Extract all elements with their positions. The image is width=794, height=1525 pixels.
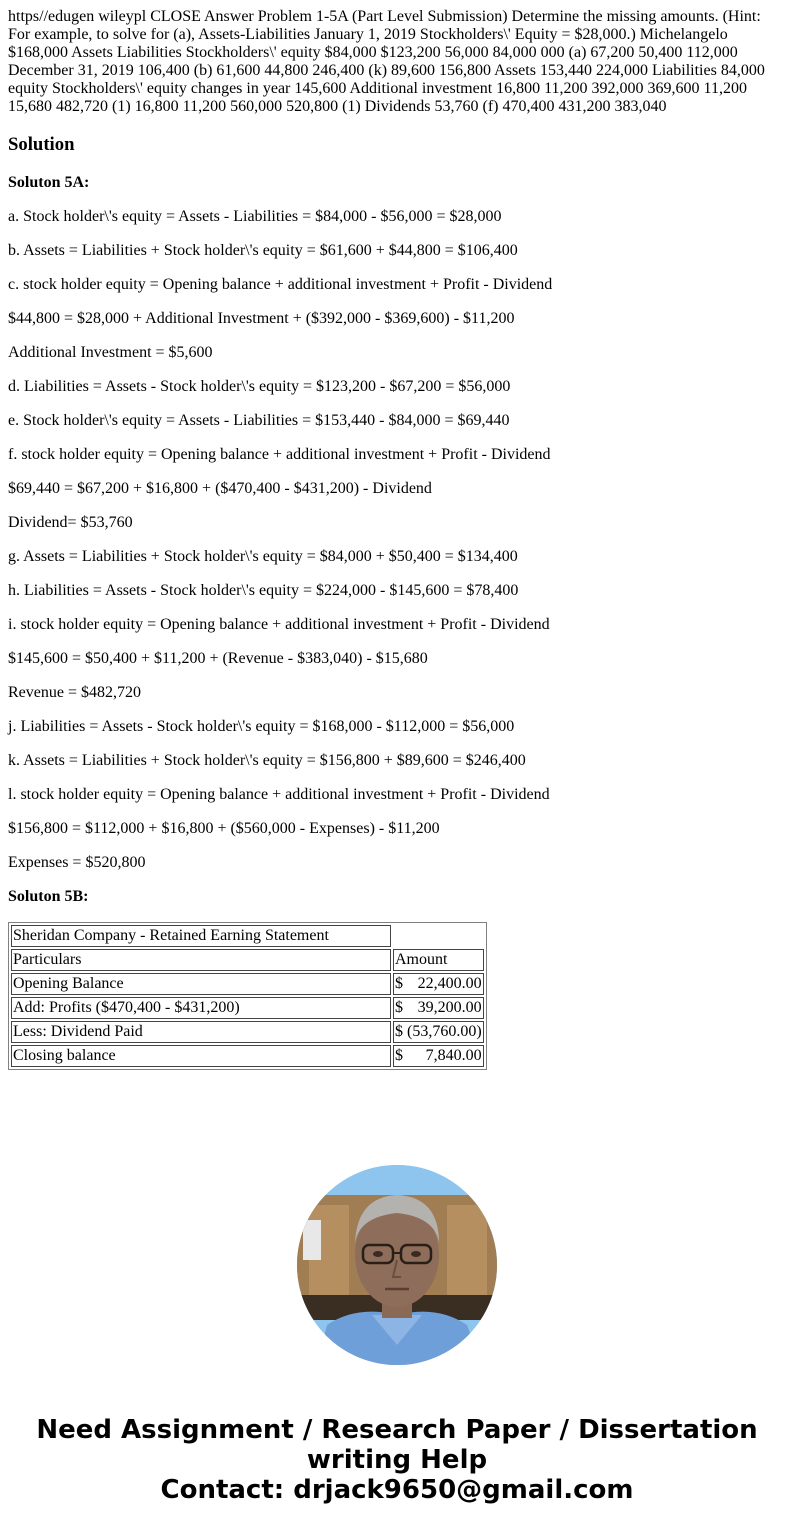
retained-earnings-table bbox=[8, 922, 487, 1070]
solution-line: a. Stock holder\'s equity = Assets - Liabilities = $84,000 - $56,000 = $28,000 bbox=[8, 208, 502, 225]
row-label: Less: Dividend Paid bbox=[11, 1021, 391, 1043]
solution-line: $145,600 = $50,400 + $11,200 + (Revenue - $383,040) - $15,680 bbox=[8, 650, 428, 667]
amount-value: (53,760.00) bbox=[407, 1023, 482, 1040]
table-title-row bbox=[11, 925, 484, 947]
question-text: https//edugen wileypl CLOSE Answer Problem 1-5A (Part Level Submission) Determine the missing amounts. (Hint: For example, to solve for (a), Assets-Liabilities January 1, 2019 Stockholders\' Equity = $28,000.) Michelangelo $168,000 Assets Liabilities Stockholders\' equity $84,000 $123,200 56,000 84,000 000 (a) 67,200 50,400 112,000 December 31, 2019 106,400 (b) 61,600 44,800 246,400 (k) 89,600 156,800 Assets 153,440 224,000 Liabilities 84,000 equity Stockholders\' equity changes in year 145,600 Additional investment 16,800 11,200 392,000 369,600 11,200 15,680 482,720 (1) 16,800 11,200 560,000 520,800 (1) Dividends 53,760 (f) 470,400 431,200 383,040 bbox=[8, 8, 765, 115]
contact-banner bbox=[0, 1415, 794, 1525]
solution-line: Expenses = $520,800 bbox=[8, 854, 146, 871]
row-label: Add: Profits ($470,400 - $431,200) bbox=[11, 997, 391, 1019]
table-title: Sheridan Company - Retained Earning Statement bbox=[11, 925, 391, 947]
currency-symbol: $ bbox=[395, 975, 403, 992]
table-row bbox=[11, 1021, 484, 1043]
banner-line-2: writing Help bbox=[306, 1445, 488, 1475]
amount-value: 7,840.00 bbox=[425, 1047, 482, 1064]
banner-contact-email: Contact: drjack9650@gmail.com bbox=[160, 1475, 634, 1505]
row-amount bbox=[393, 997, 484, 1019]
currency-symbol: $ bbox=[395, 999, 403, 1016]
table-row bbox=[11, 973, 484, 995]
table-header-row bbox=[11, 949, 484, 971]
portrait-icon bbox=[297, 1165, 497, 1365]
amount-value: 22,400.00 bbox=[417, 975, 482, 992]
solution-line: c. stock holder equity = Opening balance + additional investment + Profit - Dividend bbox=[8, 276, 553, 293]
header-amount: Amount bbox=[393, 949, 484, 971]
table-row bbox=[11, 1045, 484, 1067]
solution-5a-heading: Soluton 5A: bbox=[8, 174, 90, 191]
solution-line: i. stock holder equity = Opening balance + additional investment + Profit - Dividend bbox=[8, 616, 550, 633]
solution-line: Additional Investment = $5,600 bbox=[8, 344, 213, 361]
solution-heading: Solution bbox=[8, 134, 75, 155]
currency-symbol: $ bbox=[395, 1023, 403, 1040]
amount-value: 39,200.00 bbox=[417, 999, 482, 1016]
row-label: Opening Balance bbox=[11, 973, 391, 995]
author-photo-container bbox=[0, 1165, 794, 1365]
row-amount bbox=[393, 1021, 484, 1043]
solution-line: d. Liabilities = Assets - Stock holder\'s equity = $123,200 - $67,200 = $56,000 bbox=[8, 378, 511, 395]
solution-5b-heading: Soluton 5B: bbox=[8, 888, 89, 905]
solution-line: l. stock holder equity = Opening balance + additional investment + Profit - Dividend bbox=[8, 786, 550, 803]
solution-line: h. Liabilities = Assets - Stock holder\'s equity = $224,000 - $145,600 = $78,400 bbox=[8, 582, 519, 599]
banner-line-1: Need Assignment / Research Paper / Dissertation bbox=[36, 1415, 758, 1445]
solution-line: f. stock holder equity = Opening balance + additional investment + Profit - Dividend bbox=[8, 446, 551, 463]
row-amount bbox=[393, 973, 484, 995]
table-row bbox=[11, 997, 484, 1019]
solution-line: g. Assets = Liabilities + Stock holder\'s equity = $84,000 + $50,400 = $134,400 bbox=[8, 548, 518, 565]
header-particulars: Particulars bbox=[11, 949, 391, 971]
solution-line: j. Liabilities = Assets - Stock holder\'s equity = $168,000 - $112,000 = $56,000 bbox=[8, 718, 515, 735]
empty-cell bbox=[393, 925, 484, 947]
solution-line: $44,800 = $28,000 + Additional Investment + ($392,000 - $369,600) - $11,200 bbox=[8, 310, 515, 327]
solution-line: Dividend= $53,760 bbox=[8, 514, 133, 531]
row-label: Closing balance bbox=[11, 1045, 391, 1067]
currency-symbol: $ bbox=[395, 1047, 403, 1064]
solution-line: b. Assets = Liabilities + Stock holder\'s equity = $61,600 + $44,800 = $106,400 bbox=[8, 242, 518, 259]
solution-line: Revenue = $482,720 bbox=[8, 684, 141, 701]
solution-line: k. Assets = Liabilities + Stock holder\'s equity = $156,800 + $89,600 = $246,400 bbox=[8, 752, 526, 769]
solution-line: e. Stock holder\'s equity = Assets - Liabilities = $153,440 - $84,000 = $69,440 bbox=[8, 412, 510, 429]
row-amount bbox=[393, 1045, 484, 1067]
solution-line: $156,800 = $112,000 + $16,800 + ($560,000 - Expenses) - $11,200 bbox=[8, 820, 440, 837]
solution-line: $69,440 = $67,200 + $16,800 + ($470,400 - $431,200) - Dividend bbox=[8, 480, 432, 497]
author-photo bbox=[297, 1165, 497, 1365]
